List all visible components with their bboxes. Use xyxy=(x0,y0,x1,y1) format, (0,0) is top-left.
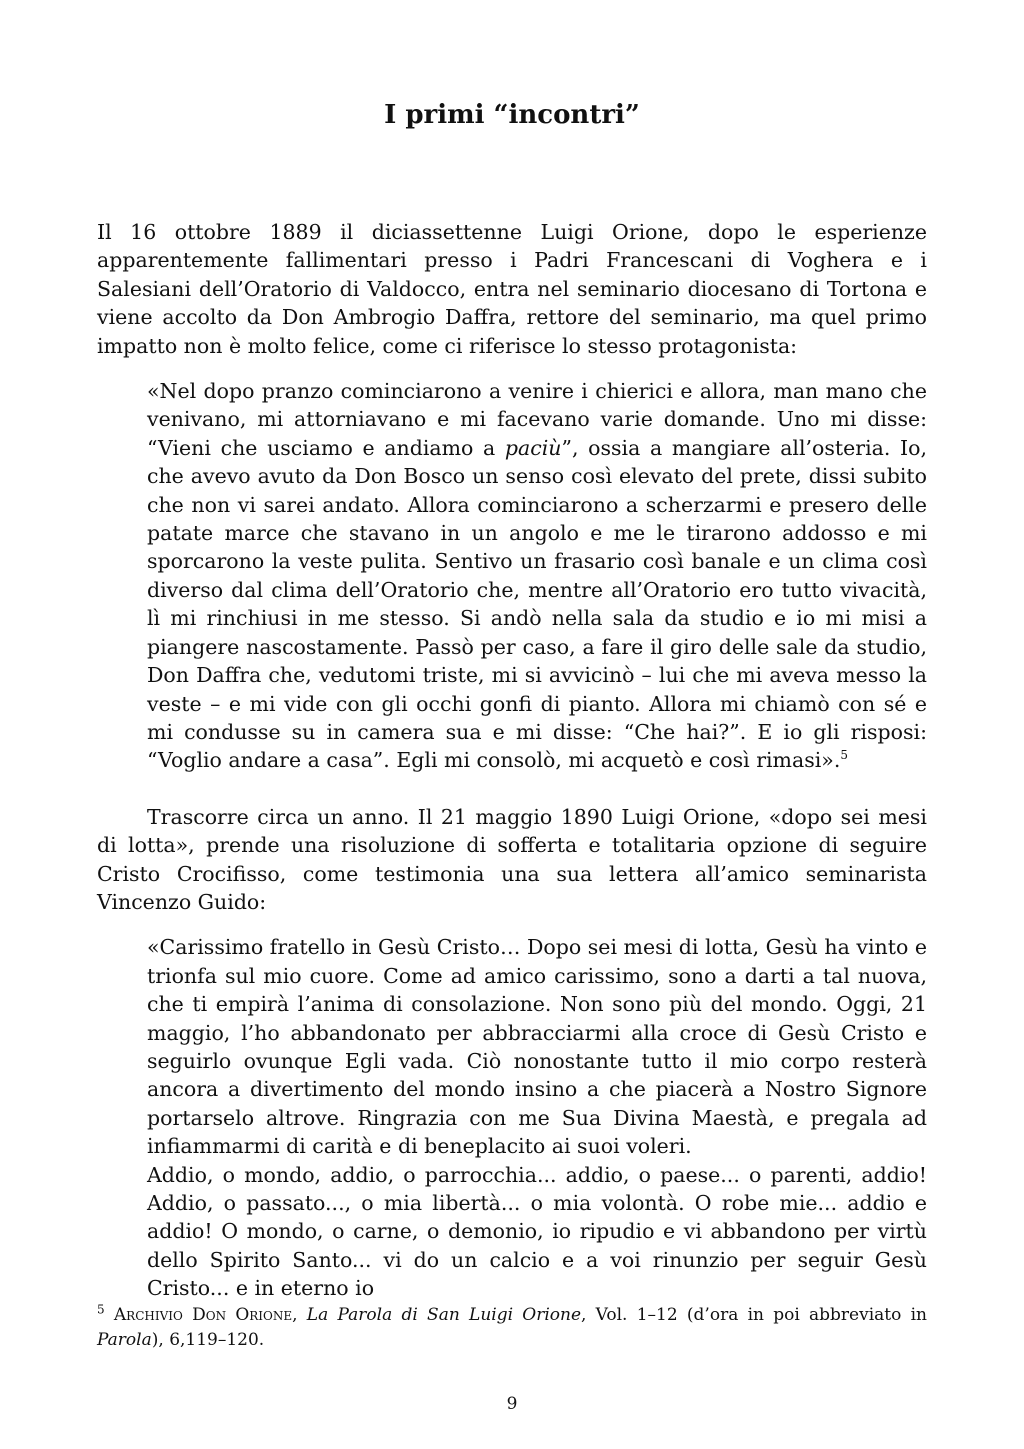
paragraph-intro: Il 16 ottobre 1889 il diciassettenne Luigi Orione, dopo le esperienze apparentemente fallimentari presso i Padri Francescani di Voghera e i Salesiani dell’Oratorio di Valdocco, entra nel seminario diocesano di Tortona e viene accolto da Don Ambrogio Daffra, rettore del seminario, ma quel primo impatto non è molto felice, come ci riferisce lo stesso protagonista: xyxy=(97,220,927,358)
quote-text-part: «Nel dopo pranzo cominciarono a venire i chierici e allora, man mano che venivano, mi attorniavano e mi facevano varie domande. Uno mi disse: “Vieni che usciamo e andiamo a xyxy=(147,379,927,460)
quote-text-part: ”, ossia a mangiare all’osteria. Io, che avevo avuto da Don Bosco un senso così elevato del prete, dissi subito che non vi sarei andato. Allora cominciarono a scherzarmi e presero delle patate marce che stavano in un angolo e me le tirarono addosso e mi sporcarono la veste pulita. Sentivo un frasario così banale e un clima così diverso dal clima dell’Oratorio che, mentre all’Oratorio ero tutto vivacità, lì mi rinchiusi in me stesso. Si andò nella sala da studio e io mi misi a piangere nascostamente. Passò per caso, a fare il giro delle sale da studio, Don Daffra che, vedutomi triste, mi si avvicinò – lui che mi aveva messo la veste – e mi vide con gli occhi gonfi di pianto. Allora mi chiamò con sé e mi condusse su in camera sua e mi disse: “Che hai?”. E io gli risposi: “Voglio andare a casa”. Egli mi consolò, mi acquetò e così rimasi». xyxy=(147,435,927,773)
footnote-work-title: La Parola di San Luigi Orione xyxy=(306,1305,582,1325)
footnote-number: 5 xyxy=(97,1302,105,1317)
body-text xyxy=(97,218,927,1303)
page-number: 9 xyxy=(506,1394,518,1414)
footnote: $^5$ Archivio Don Orione, La Parola di San Luigi Orione, Vol. 1–12 (d’ora in poi abbreviato in Parola), 6,119–120. xyxy=(97,1302,927,1350)
footnote-ref[interactable]: 5 xyxy=(840,748,848,763)
quote-italic-word: paciù xyxy=(504,435,562,460)
chapter-title: I primi “incontri” xyxy=(384,100,640,130)
footnote-author: Archivio Don Orione xyxy=(113,1305,293,1325)
quote-letter-part1: «Carissimo fratello in Gesù Cristo… Dopo sei mesi di lotta, Gesù ha vinto e trionfa sul mio cuore. Come ad amico carissimo, sono a darti a tal nuova, che ti empirà l’anima di consolazione. Non sono più del mondo. Oggi, 21 maggio, l’ho abbandonato per abbracciarmi alla croce di Gesù Cristo e seguirlo ovunque Egli vada. Ciò nonostante tutto il mio corpo resterà ancora a divertimento del mondo insino a che piacerà a Nostro Signore portarselo altrove. Ringrazia con me Sua Divina Maestà, e pregala ad infiammarmi di carità e di beneplacito ai suoi voleri. xyxy=(147,935,927,1159)
quote-letter-part2: Addio, o mondo, addio, o parrocchia... addio, o paese... o parenti, addio! Addio, o passato..., o mia libertà... o mia volontà. O robe mie... addio e addio! O mondo, o carne, o demonio, io ripudio e vi abbandono per virtù dello Spirito Santo... vi do un calcio e a voi rinunzio per seguir Gesù Cristo... e in eterno io xyxy=(147,1162,927,1301)
quote-seminary-memory xyxy=(147,377,927,775)
paragraph-letter-intro: Trascorre circa un anno. Il 21 maggio 1890 Luigi Orione, «dopo sei mesi di lotta», prende una risoluzione di sofferta e totalitaria opzione di seguire Cristo Crocifisso, come testimonia una sua lettera all’amico seminarista Vincenzo Guido: xyxy=(97,804,927,914)
footnote-abbreviation: Parola xyxy=(97,1330,152,1350)
